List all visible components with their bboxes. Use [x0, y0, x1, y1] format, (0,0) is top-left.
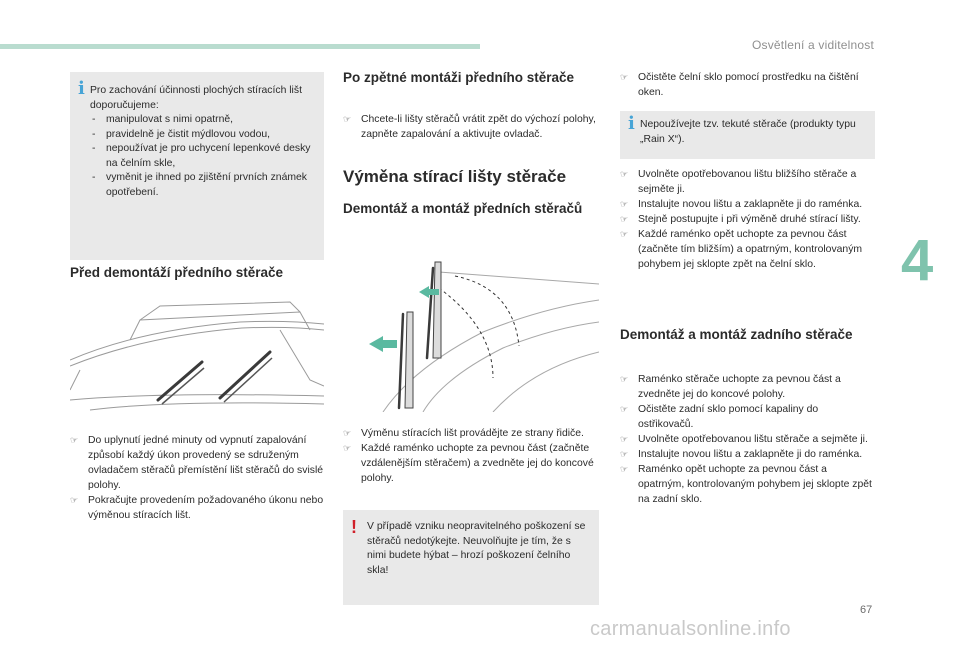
windshield-wipers-illustration: [70, 300, 324, 418]
warning-box-container: [343, 510, 599, 605]
rain-x-info-container: [620, 111, 875, 159]
pointing-hand-icon: ☞: [343, 428, 352, 438]
watermark: carmanualsonline.info: [590, 618, 791, 640]
list-item: ☞ Očistěte čelní sklo pomocí prostředku na čištění oken.: [620, 72, 859, 98]
pointing-hand-icon: ☞: [620, 169, 629, 179]
list-item: ☞ Pokračujte provedením požadovaného úkonu nebo výměnou stíracích lišt.: [70, 495, 324, 521]
column-1: [70, 72, 324, 260]
info-item: - nepoužívat je pro uchycení lepenkové desky na čelním skle,: [90, 142, 314, 171]
list-item: ☞ Instalujte novou lištu a zaklapněte ji do raménka.: [620, 449, 863, 460]
section-title: Osvětlení a viditelnost: [752, 38, 874, 52]
info-item: - vyměnit je ihned po zjištění prvních známek opotřebení.: [90, 171, 314, 200]
pointing-hand-icon: ☞: [70, 495, 79, 505]
exclamation-icon: !: [351, 517, 357, 537]
heading-before-removal: Před demontáží předního stěrače: [70, 265, 284, 280]
list-item: ☞ Uvolněte opotřebovanou lištu stěrače a sejměte ji.: [620, 434, 868, 445]
maintenance-info-box: [70, 72, 324, 260]
list-item: ☞ Do uplynutí jedné minuty od vypnutí zapalování způsobí každý úkon provedený se sdruženým ovladačem stěračů přemístění lišt stěračů do svislé polohy.: [70, 435, 324, 491]
list-item: ☞ Očistěte zadní sklo pomocí kapaliny do ostřikovačů.: [620, 404, 819, 430]
pointing-hand-icon: ☞: [620, 229, 629, 239]
pointing-hand-icon: ☞: [620, 434, 629, 444]
heading-after-reinstall: Po zpětné montáži předního stěrače: [343, 70, 575, 85]
front-wiper-lift-drawing: [343, 248, 599, 412]
pointing-hand-icon: ☞: [620, 214, 629, 224]
list-item: ☞ Uvolněte opotřebovanou lištu bližšího stěrače a sejměte ji.: [620, 169, 857, 195]
list-item: ☞ Chcete-li lišty stěračů vrátit zpět do výchozí polohy, zapněte zapalování a aktivujte ovladač.: [343, 114, 596, 140]
pointing-hand-icon: ☞: [620, 404, 629, 414]
info-icon: i: [78, 78, 85, 99]
warning-text: V případě vzniku neopravitelného poškození se stěračů nedotýkejte. Neuvolňujte je tím, že s nimi budete hýbat – hrozí poškození čelního skla!: [367, 521, 586, 576]
pointing-hand-icon: ☞: [70, 435, 79, 445]
pointing-hand-icon: ☞: [620, 199, 629, 209]
before-removal-steps: [70, 433, 324, 523]
pointing-hand-icon: ☞: [343, 114, 352, 124]
info-text: Nepoužívejte tzv. tekuté stěrače (produkty typu „Rain X“).: [640, 119, 856, 145]
info-item: - pravidelně je čistit mýdlovou vodou,: [90, 128, 314, 143]
header-accent-bar: [0, 44, 480, 49]
pointing-hand-icon: ☞: [620, 464, 629, 474]
info-icon: i: [628, 113, 635, 134]
pointing-hand-icon: ☞: [620, 374, 629, 384]
heading-front-wipers: Demontáž a montáž předních stěračů: [343, 201, 583, 216]
list-item: ☞ Raménko opět uchopte za pevnou část a opatrným, kontrolovaným pohybem jej sklopte zpět na zadní sklo.: [620, 464, 872, 505]
list-item: ☞ Raménko stěrače uchopte za pevnou část a zvedněte jej do koncové polohy.: [620, 374, 841, 400]
page-number: 67: [860, 604, 873, 616]
chapter-number: 4: [901, 228, 934, 293]
after-reinstall-steps: [343, 112, 599, 142]
list-item: ☞ Každé raménko uchopte za pevnou část (začněte vzdálenějším stěračem) a zvedněte jej do koncové polohy.: [343, 443, 594, 484]
list-item: ☞ Každé raménko opět uchopte za pevnou část (začněte tím bližším) a opatrným, kontrolovaným pohybem jej sklopte zpět na čelní sklo.: [620, 229, 863, 270]
main-heading-blade-replacement: Výměna stírací lišty stěrače: [343, 167, 567, 186]
blade-replacement-steps: [620, 167, 875, 272]
list-item: ☞ Výměnu stíracích lišt provádějte ze strany řidiče.: [343, 428, 584, 439]
rear-wiper-steps: [620, 372, 875, 507]
clean-windshield-step: [620, 70, 875, 100]
heading-rear-wiper: Demontáž a montáž zadního stěrače: [620, 327, 853, 342]
info-item: - manipulovat s nimi opatrně,: [90, 113, 314, 128]
list-item: ☞ Stejně postupujte i při výměně druhé stírací lišty.: [620, 214, 861, 225]
pointing-hand-icon: ☞: [620, 449, 629, 459]
list-item: ☞ Instalujte novou lištu a zaklapněte ji do raménka.: [620, 199, 863, 210]
windshield-wipers-drawing: [70, 300, 324, 418]
rain-x-info-box: [620, 111, 875, 159]
front-wiper-steps: [343, 426, 599, 486]
front-wiper-lift-illustration: [343, 248, 599, 412]
pointing-hand-icon: ☞: [620, 72, 629, 82]
info-intro: Pro zachování účinnosti plochých stíracích lišt doporučujeme:: [90, 85, 302, 111]
pointing-hand-icon: ☞: [343, 443, 352, 453]
damage-warning-box: [343, 510, 599, 605]
